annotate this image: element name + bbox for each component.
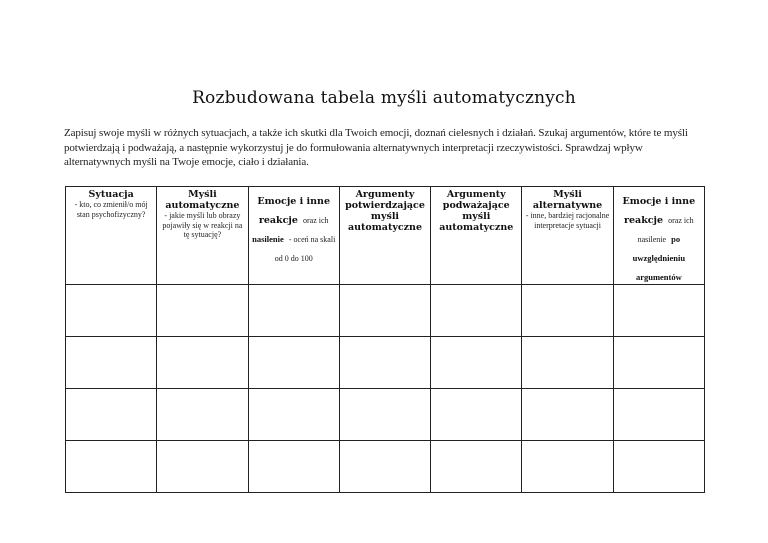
table-cell[interactable] xyxy=(157,337,248,389)
instructions-paragraph: Zapisuj swoje myśli w różnych sytuacjach, a także ich skutki dla Twoich emocji, doznań cielesnych i działań. Szukaj argumentów, które te myśli potwierdzają i podważają, a następnie wykorzystuj je do formułowania alternatywnych interpretacji rzeczywistości. Sprawdzaj wpływ alternatywnych myśli na Twoje emocje, ciało i działania. xyxy=(64,127,688,168)
table-cell[interactable] xyxy=(248,337,339,389)
table-cell[interactable] xyxy=(613,389,704,441)
column-heading: Myśli automatyczne xyxy=(165,189,240,211)
column-header-alternative-thoughts xyxy=(522,187,613,285)
column-header-automatic-thoughts xyxy=(157,187,248,285)
column-heading: Sytuacja xyxy=(88,189,134,200)
table-cell[interactable] xyxy=(522,285,613,337)
column-header-supporting-arguments xyxy=(339,187,430,285)
column-heading-suffix: oraz ich xyxy=(303,216,329,225)
table-cell[interactable] xyxy=(66,441,157,493)
column-note-bold: po uwzględnieniu argumentów xyxy=(632,234,686,282)
table-cell[interactable] xyxy=(522,389,613,441)
thought-record-table xyxy=(65,186,705,493)
table-cell[interactable] xyxy=(157,441,248,493)
table-cell[interactable] xyxy=(66,389,157,441)
table-cell[interactable] xyxy=(522,441,613,493)
column-header-emotions-after xyxy=(613,187,704,285)
page-title: Rozbudowana tabela myśli automatycznych xyxy=(192,88,576,108)
table-cell[interactable] xyxy=(157,389,248,441)
table-cell[interactable] xyxy=(248,389,339,441)
table-cell[interactable] xyxy=(66,285,157,337)
column-note: - inne, bardziej racjonalne interpretacje sytuacji xyxy=(525,211,610,230)
table-cell[interactable] xyxy=(431,441,522,493)
table-cell[interactable] xyxy=(431,285,522,337)
table-cell[interactable] xyxy=(431,337,522,389)
table-cell[interactable] xyxy=(66,337,157,389)
column-header-emotions xyxy=(248,187,339,285)
table-cell[interactable] xyxy=(339,285,430,337)
table-cell[interactable] xyxy=(339,441,430,493)
table-cell[interactable] xyxy=(248,285,339,337)
table-row xyxy=(66,389,705,441)
table-row xyxy=(66,285,705,337)
column-heading: Argumenty potwierdzające myśli automatyczne xyxy=(345,189,425,233)
column-header-refuting-arguments xyxy=(431,187,522,285)
table-cell[interactable] xyxy=(339,389,430,441)
column-note: - jakie myśli lub obrazy pojawiły się w reakcji na tę sytuację? xyxy=(162,211,243,239)
table-cell[interactable] xyxy=(613,441,704,493)
column-heading: Myśli alternatywne xyxy=(532,189,603,211)
table-cell[interactable] xyxy=(248,441,339,493)
table-cell[interactable] xyxy=(613,285,704,337)
table-cell[interactable] xyxy=(339,337,430,389)
column-heading: Argumenty podważające myśli automatyczne xyxy=(439,189,514,233)
column-heading-intensity: nasilenie xyxy=(252,234,284,244)
table-cell[interactable] xyxy=(431,389,522,441)
column-heading: Emocje i inne reakcje xyxy=(257,196,330,226)
table-cell[interactable] xyxy=(157,285,248,337)
column-heading-suffix: oraz ich xyxy=(668,216,694,225)
column-heading: Emocje i inne reakcje xyxy=(622,196,696,226)
column-header-situation xyxy=(66,187,157,285)
table-cell[interactable] xyxy=(613,337,704,389)
column-note: - oceń na skali od 0 do 100 xyxy=(274,235,336,263)
column-note: nasilenie xyxy=(637,235,667,244)
table-row xyxy=(66,441,705,493)
table-row xyxy=(66,337,705,389)
table-cell[interactable] xyxy=(522,337,613,389)
table-header-row xyxy=(66,187,705,285)
column-note: - kto, co zmienił/o mój stan psychofizyczny? xyxy=(74,200,148,219)
